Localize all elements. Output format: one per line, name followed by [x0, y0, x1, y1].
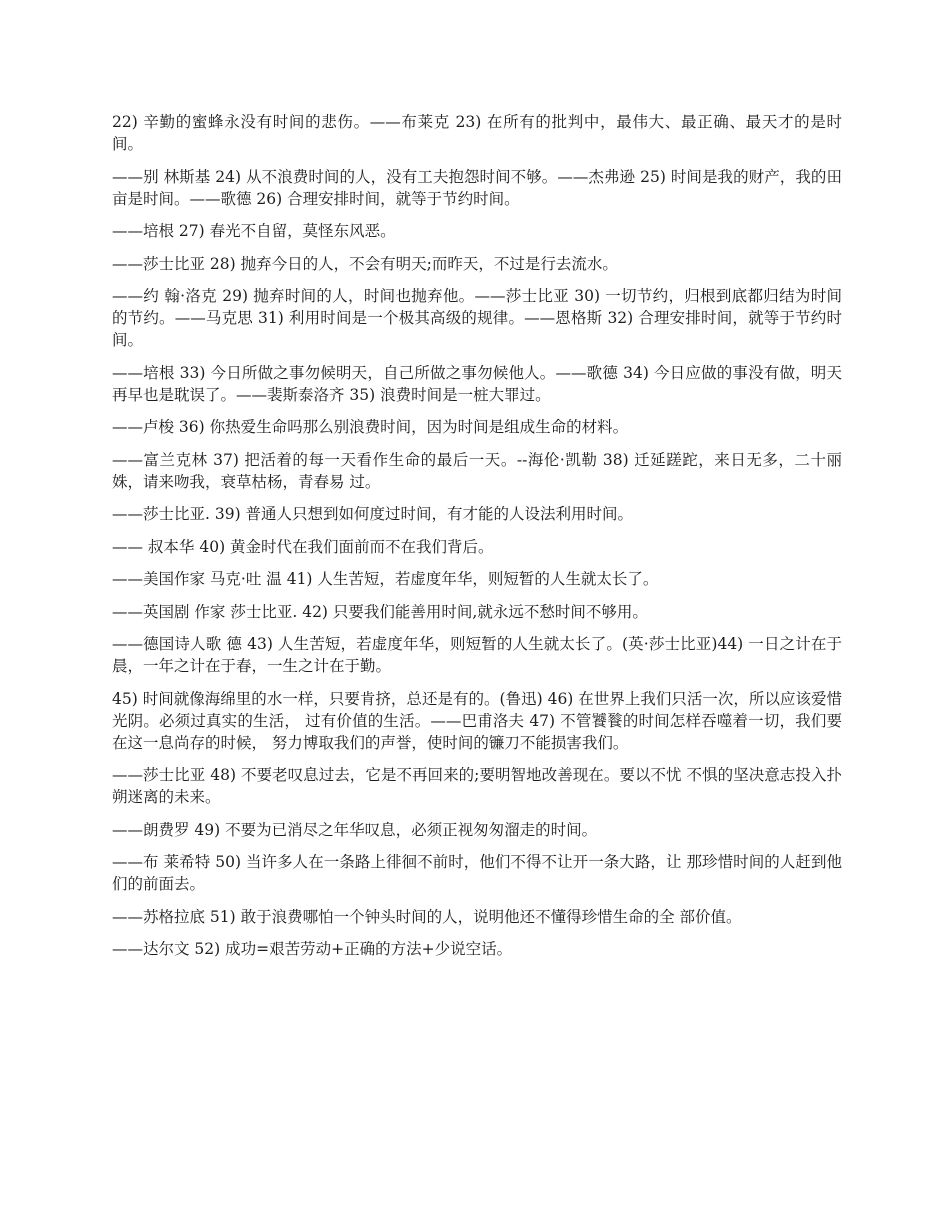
paragraph: ——莎士比亚. 39) 普通人只想到如何度过时间，有才能的人设法利用时间。	[112, 505, 634, 523]
paragraph: ——朗费罗 49) 不要为已消尽之年华叹息，必须正视匆匆溜走的时间。	[112, 820, 598, 839]
paragraph: 22) 辛勤的蜜蜂永没有时间的悲伤。——布莱克 23) 在所有的批判中，最伟大、最正确、最天才的是时间。	[112, 113, 842, 153]
paragraph: ——苏格拉底 51) 敢于浪费哪怕一个钟头时间的人，说明他还不懂得珍惜生命的全 部价值。	[112, 907, 742, 926]
paragraph: ——培根 33) 今日所做之事勿候明天，自己所做之事勿候他人。——歌德 34) 今日应做的事没有做，明天再早也是耽误了。——裴斯泰洛齐 35) 浪费时间是一桩大罪过。	[112, 363, 842, 404]
paragraph: ——达尔文 52) 成功=艰苦劳动+正确的方法+少说空话。	[112, 940, 513, 958]
paragraph: ——别 林斯基 24) 从不浪费时间的人，没有工夫抱怨时间不够。——杰弗逊 25) 时间是我的财产，我的田亩是时间。——歌德 26) 合理安排时间，就等于节约时间。	[112, 167, 842, 208]
paragraph: ——布 莱希特 50) 当许多人在一条路上徘徊不前时，他们不得不让开一条大路，让 那珍惜时间的人赶到他们的前面去。	[112, 853, 842, 893]
paragraph: ——德国诗人歌 德 43) 人生苦短，若虚度年华，则短暂的人生就太长了。(英·莎士比亚)44) 一日之计在于晨，一年之计在于春，一生之计在于勤。	[112, 635, 842, 675]
paragraph: ——富兰克林 37) 把活着的每一天看作生命的最后一天。--海伦·凯勒 38) 迁延蹉跎，来日无多，二十丽姝，请来吻我，衰草枯杨，青春易 过。	[112, 450, 842, 491]
paragraph: —— 叔本华 40) 黄金时代在我们面前而不在我们背后。	[112, 537, 494, 556]
paragraph: ——约 翰·洛克 29) 抛弃时间的人，时间也抛弃他。——莎士比亚 30) 一切节约，归根到底都归结为时间的节约。——马克思 31) 利用时间是一个极其高级的规律。——恩格斯 32) 合理安排时间，就等于节约时间。	[112, 287, 842, 349]
paragraph: 45) 时间就像海绵里的水一样，只要肯挤，总还是有的。(鲁迅) 46) 在世界上我们只活一次，所以应该爱惜光阴。必须过真实的生活， 过有价值的生活。——巴甫洛夫 47) 不管饕餮的时间怎样吞噬着一切，我们要在这一息尚存的时候， 努力博取我们的声誉，使时间的镰刀不能损害我们。	[112, 689, 842, 752]
paragraph: ——莎士比亚 28) 抛弃今日的人，不会有明天;而昨天，不过是行去流水。	[112, 254, 618, 273]
paragraph: ——培根 27) 春光不自留，莫怪东风恶。	[112, 222, 396, 240]
paragraph: ——美国作家 马克·吐 温 41) 人生苦短，若虚度年华，则短暂的人生就太长了。	[112, 570, 659, 588]
paragraph: ——卢梭 36) 你热爱生命吗那么别浪费时间，因为时间是组成生命的材料。	[112, 418, 629, 436]
paragraph: ——英国剧 作家 莎士比亚. 42) 只要我们能善用时间,就永远不愁时间不够用。	[112, 602, 648, 621]
document-page	[112, 111, 842, 971]
paragraph: ——莎士比亚 48) 不要老叹息过去，它是不再回来的;要明智地改善现在。要以不忧 不惧的坚决意志投入扑朔迷离的未来。	[112, 766, 842, 806]
